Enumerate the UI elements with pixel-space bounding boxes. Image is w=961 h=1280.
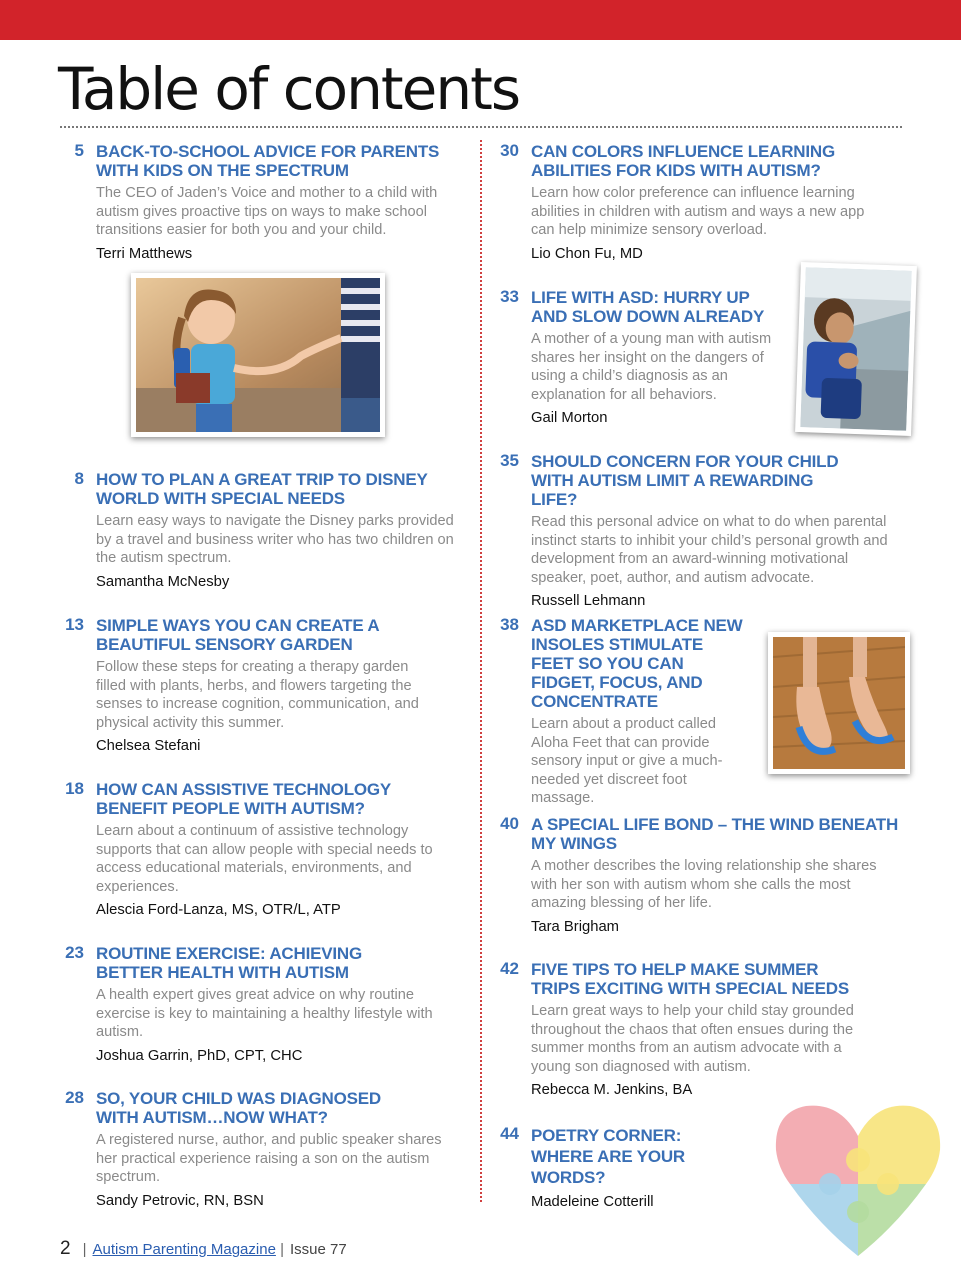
article-author: Chelsea Stefani (96, 738, 201, 754)
toc-entry[interactable] (500, 615, 751, 808)
boy-sitting-photo (795, 262, 917, 436)
article-headline[interactable]: SO, YOUR CHILD WAS DIAGNOSED WITH AUTISM…NOW WHAT? (96, 1089, 382, 1127)
toc-entry[interactable] (74, 469, 461, 591)
page-title: Table of contents (58, 55, 520, 123)
puzzle-heart-icon (770, 1096, 946, 1266)
article-author: Rebecca M. Jenkins, BA (531, 1082, 693, 1098)
article-author: Russell Lehmann (531, 593, 646, 609)
article-author: Alescia Ford-Lanza, MS, OTR/L, ATP (96, 902, 341, 918)
article-author: Madeleine Cotterill (531, 1194, 654, 1210)
article-headline[interactable]: ASD MARKETPLACE NEW INSOLES STIMULATE FEET SO YOU CAN FIDGET, FOCUS, AND CONCENTRATE (531, 616, 743, 711)
article-description: Learn easy ways to navigate the Disney parks provided by a travel and business writer who has two children on the autism spectrum. (96, 513, 454, 566)
toc-entry[interactable] (65, 1088, 461, 1210)
page-number: 38 (500, 615, 519, 634)
footer-page-number: 2 (60, 1238, 71, 1259)
toc-entry[interactable] (65, 779, 461, 919)
article-description: Learn how color preference can influence learning abilities in children with autism and ways a new app can help minimize sensory overload. (531, 185, 865, 238)
article-description: A mother describes the loving relationship she shares with her son with autism whom she calls the most amazing blessing of her life. (531, 858, 877, 911)
page-number: 33 (500, 287, 519, 306)
article-author: Sandy Petrovic, RN, BSN (96, 1192, 264, 1209)
article-headline[interactable]: A SPECIAL LIFE BOND – THE WIND BENEATH MY WINGS (531, 815, 899, 853)
article-headline[interactable]: CAN COLORS INFLUENCE LEARNING ABILITIES FOR KIDS WITH AUTISM? (531, 142, 835, 180)
toc-entry[interactable] (500, 287, 791, 427)
article-author: Tara Brigham (531, 918, 619, 935)
article-headline[interactable]: FIVE TIPS TO HELP MAKE SUMMER TRIPS EXCITING WITH SPECIAL NEEDS (531, 960, 850, 998)
column-divider (480, 140, 482, 1202)
page-number: 28 (65, 1088, 84, 1107)
page-number: 8 (74, 469, 84, 488)
toc-entry[interactable] (500, 959, 901, 1099)
article-author: Gail Morton (531, 410, 608, 426)
article-headline[interactable]: SIMPLE WAYS YOU CAN CREATE A BEAUTIFUL SENSORY GARDEN (96, 616, 379, 654)
toc-entry[interactable] (65, 943, 461, 1065)
page-number: 42 (500, 959, 519, 978)
toc-entry[interactable] (500, 814, 901, 936)
page-number: 18 (65, 779, 84, 798)
article-description: Learn great ways to help your child stay grounded throughout the chaos that often ensues during the summer months from an autism advocate with a young son diagnosed with autism. (531, 1003, 854, 1075)
article-headline[interactable]: BACK-TO-SCHOOL ADVICE FOR PARENTS WITH KIDS ON THE SPECTRUM (96, 142, 440, 180)
article-description: A registered nurse, author, and public speaker shares her practical experience raising a son on the autism spectrum. (96, 1132, 442, 1185)
toc-entry[interactable] (65, 615, 461, 755)
article-description: Follow these steps for creating a therapy garden filled with plants, herbs, and flowers targeting the senses to increase cognition, communication, and physical activity this summer. (96, 659, 419, 731)
article-description: A mother of a young man with autism shares her insight on the dangers of using a child’s diagnosis as an explanation for all behaviors. (531, 331, 772, 403)
article-author: Terri Matthews (96, 245, 193, 262)
footer-separator: | (82, 1241, 87, 1258)
issue-label: Issue 77 (290, 1241, 347, 1258)
article-description: Learn about a continuum of assistive technology supports that can allow people with special needs to access educational materials, environments, and experiences. (96, 823, 433, 895)
article-author: Samantha McNesby (96, 573, 230, 590)
girl-backpack-photo (131, 273, 385, 437)
top-red-bar (0, 0, 961, 40)
article-headline[interactable]: LIFE WITH ASD: HURRY UP AND SLOW DOWN ALREADY (531, 288, 765, 326)
page-number: 23 (65, 943, 84, 962)
page-number: 30 (500, 141, 519, 160)
toc-entry[interactable] (500, 141, 901, 263)
article-headline[interactable]: POETRY CORNER: WHERE ARE YOUR WORDS? (531, 1126, 685, 1187)
article-headline[interactable]: HOW CAN ASSISTIVE TECHNOLOGY BENEFIT PEOPLE WITH AUTISM? (96, 780, 391, 818)
article-headline[interactable]: SHOULD CONCERN FOR YOUR CHILD WITH AUTISM LIMIT A REWARDING LIFE? (531, 452, 839, 509)
toc-entry[interactable] (500, 1124, 761, 1211)
page-footer (60, 1238, 347, 1261)
page-number: 40 (500, 814, 519, 833)
footer-separator: | (280, 1241, 284, 1258)
feet-insoles-photo (768, 632, 910, 774)
article-description: Learn about a product called Aloha Feet that can provide sensory input or give a much-needed yet discreet foot massage. (531, 716, 723, 806)
page-number: 44 (500, 1124, 519, 1143)
article-author: Lio Chon Fu, MD (531, 245, 643, 262)
article-description: The CEO of Jaden’s Voice and mother to a child with autism gives proactive tips on ways to make school transitions easier for both you and your child. (96, 185, 438, 238)
toc-entry[interactable] (500, 451, 901, 610)
toc-entry[interactable] (74, 141, 461, 263)
magazine-link[interactable]: Autism Parenting Magazine (92, 1241, 276, 1258)
page-number: 13 (65, 615, 84, 634)
article-description: Read this personal advice on what to do when parental instinct starts to inhibit your child’s personal growth and development from an award-winning motivational speaker, poet, author, and autism advocate. (531, 514, 888, 586)
article-description: A health expert gives great advice on why routine exercise is key to maintaining a healthy lifestyle with autism. (96, 987, 433, 1040)
title-divider (60, 126, 902, 128)
article-headline[interactable]: ROUTINE EXERCISE: ACHIEVING BETTER HEALTH WITH AUTISM (96, 944, 363, 982)
page-number: 35 (500, 451, 519, 470)
article-headline[interactable]: HOW TO PLAN A GREAT TRIP TO DISNEY WORLD WITH SPECIAL NEEDS (96, 470, 428, 508)
page-number: 5 (74, 141, 84, 160)
article-author: Joshua Garrin, PhD, CPT, CHC (96, 1047, 303, 1064)
